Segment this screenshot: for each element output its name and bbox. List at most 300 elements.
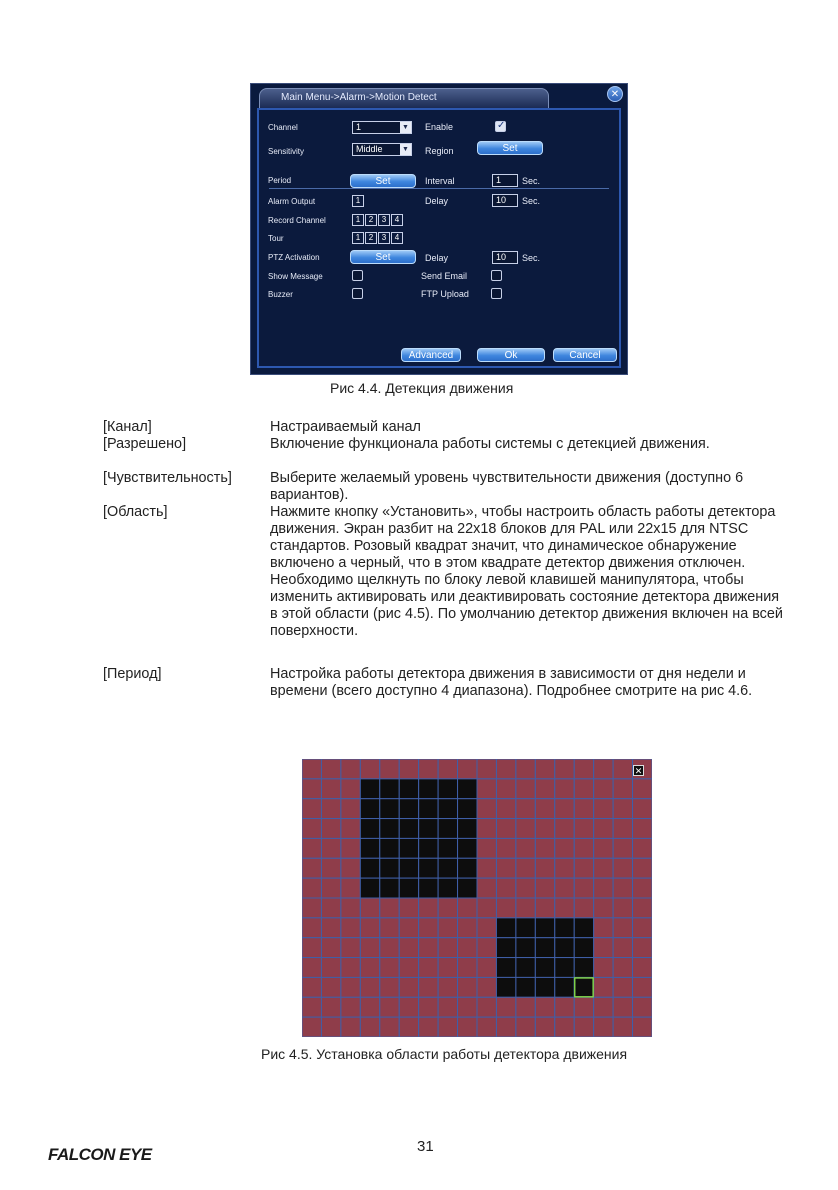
grid-cell-disabled[interactable] [574, 958, 593, 978]
grid-cell-enabled[interactable] [574, 878, 593, 898]
grid-cell-enabled[interactable] [496, 878, 515, 898]
grid-cell-enabled[interactable] [302, 799, 321, 819]
grid-cell-enabled[interactable] [438, 898, 457, 918]
grid-cell-disabled[interactable] [419, 799, 438, 819]
grid-cell-disabled[interactable] [399, 819, 418, 839]
grid-cell-enabled[interactable] [594, 958, 613, 978]
grid-cell-enabled[interactable] [341, 997, 360, 1017]
grid-cell-enabled[interactable] [302, 759, 321, 779]
grid-cell-enabled[interactable] [341, 838, 360, 858]
close-icon[interactable]: ✕ [607, 86, 623, 102]
grid-cell-enabled[interactable] [555, 759, 574, 779]
grid-cell-enabled[interactable] [594, 759, 613, 779]
grid-cell-disabled[interactable] [535, 977, 554, 997]
grid-cell-disabled[interactable] [419, 819, 438, 839]
grid-cell-enabled[interactable] [477, 799, 496, 819]
grid-cell-enabled[interactable] [496, 779, 515, 799]
grid-cell-enabled[interactable] [302, 958, 321, 978]
term-region: [Область] [103, 504, 168, 520]
alarm-output-box[interactable]: 1 [352, 195, 364, 207]
grid-cell-enabled[interactable] [555, 819, 574, 839]
grid-cell-disabled[interactable] [360, 819, 379, 839]
grid-cell-enabled[interactable] [633, 997, 652, 1017]
grid-cell-enabled[interactable] [633, 819, 652, 839]
grid-cell-enabled[interactable] [613, 958, 632, 978]
grid-cell-enabled[interactable] [574, 858, 593, 878]
grid-cell-enabled[interactable] [574, 997, 593, 1017]
channel-value: 1 [356, 122, 362, 132]
grid-cell-enabled[interactable] [516, 819, 535, 839]
grid-cell-enabled[interactable] [321, 938, 340, 958]
grid-cell-disabled[interactable] [399, 878, 418, 898]
grid-canvas[interactable] [302, 759, 652, 1037]
grid-cell-enabled[interactable] [438, 977, 457, 997]
grid-cell-enabled[interactable] [535, 1017, 554, 1037]
grid-cell-enabled[interactable] [321, 819, 340, 839]
grid-cell-enabled[interactable] [341, 779, 360, 799]
grid-cell-disabled[interactable] [380, 779, 399, 799]
grid-cell-enabled[interactable] [516, 1017, 535, 1037]
grid-cell-disabled[interactable] [438, 819, 457, 839]
grid-cell-enabled[interactable] [633, 858, 652, 878]
grid-cell-enabled[interactable] [360, 1017, 379, 1037]
grid-cell-disabled[interactable] [380, 819, 399, 839]
grid-cell-enabled[interactable] [574, 819, 593, 839]
grid-cell-disabled[interactable] [419, 858, 438, 878]
grid-cell-disabled[interactable] [399, 858, 418, 878]
send-email-checkbox[interactable] [491, 270, 502, 281]
buzzer-label: Buzzer [268, 290, 293, 299]
grid-cell-enabled[interactable] [380, 1017, 399, 1037]
grid-cell-enabled[interactable] [477, 819, 496, 839]
delay-input[interactable] [492, 194, 518, 207]
grid-cell-enabled[interactable] [399, 977, 418, 997]
grid-cell-enabled[interactable] [419, 759, 438, 779]
grid-cell-enabled[interactable] [321, 997, 340, 1017]
grid-cell-enabled[interactable] [516, 779, 535, 799]
channel-select[interactable] [352, 121, 412, 134]
grid-cell-enabled[interactable] [555, 779, 574, 799]
grid-cell-enabled[interactable] [594, 918, 613, 938]
grid-cell-enabled[interactable] [516, 838, 535, 858]
grid-cell-disabled[interactable] [458, 838, 477, 858]
grid-cell-enabled[interactable] [380, 918, 399, 938]
grid-cell-enabled[interactable] [516, 878, 535, 898]
ok-button[interactable]: Ok [477, 348, 545, 362]
record-channel-4[interactable]: 4 [391, 214, 403, 226]
grid-cell-enabled[interactable] [496, 819, 515, 839]
grid-cell-enabled[interactable] [360, 997, 379, 1017]
grid-cell-enabled[interactable] [477, 977, 496, 997]
grid-cell-enabled[interactable] [496, 898, 515, 918]
grid-cell-enabled[interactable] [633, 898, 652, 918]
grid-cell-enabled[interactable] [360, 759, 379, 779]
grid-cell-enabled[interactable] [633, 1017, 652, 1037]
dialog-body [257, 108, 621, 368]
show-message-checkbox[interactable] [352, 270, 363, 281]
grid-cell-enabled[interactable] [496, 858, 515, 878]
grid-cell-enabled[interactable] [555, 838, 574, 858]
grid-cell-enabled[interactable] [341, 918, 360, 938]
ftp-upload-checkbox[interactable] [491, 288, 502, 299]
grid-cell-disabled[interactable] [458, 799, 477, 819]
grid-cell-enabled[interactable] [496, 997, 515, 1017]
fig-4-5-caption: Рис 4.5. Установка области работы детектора движения [261, 1046, 628, 1062]
grid-cell-enabled[interactable] [360, 918, 379, 938]
grid-cell-enabled[interactable] [477, 997, 496, 1017]
grid-cell-enabled[interactable] [555, 799, 574, 819]
grid-cell-enabled[interactable] [302, 779, 321, 799]
cancel-button[interactable]: Cancel [553, 348, 617, 362]
grid-cell-enabled[interactable] [302, 997, 321, 1017]
grid-cell-disabled[interactable] [516, 918, 535, 938]
ftp-upload-label: FTP Upload [421, 289, 469, 299]
grid-cell-enabled[interactable] [380, 898, 399, 918]
grid-cell-enabled[interactable] [613, 977, 632, 997]
grid-cell-enabled[interactable] [458, 977, 477, 997]
grid-cell-enabled[interactable] [613, 759, 632, 779]
interval-label: Interval [425, 176, 455, 186]
grid-cell-disabled[interactable] [438, 838, 457, 858]
advanced-button[interactable]: Advanced [401, 348, 461, 362]
grid-cell-enabled[interactable] [516, 997, 535, 1017]
grid-cell-disabled[interactable] [380, 878, 399, 898]
grid-cell-disabled[interactable] [438, 858, 457, 878]
term-channel: [Канал] [103, 419, 152, 435]
grid-cell-enabled[interactable] [399, 918, 418, 938]
grid-cell-enabled[interactable] [321, 958, 340, 978]
grid-cell-disabled[interactable] [419, 838, 438, 858]
grid-cell-disabled[interactable] [516, 958, 535, 978]
grid-cell-enabled[interactable] [535, 779, 554, 799]
grid-cell-disabled[interactable] [360, 779, 379, 799]
grid-cell-enabled[interactable] [477, 898, 496, 918]
grid-cell-disabled[interactable] [555, 977, 574, 997]
grid-cell-enabled[interactable] [613, 898, 632, 918]
grid-cell-enabled[interactable] [535, 819, 554, 839]
interval-value: 1 [496, 175, 502, 185]
grid-cell-enabled[interactable] [535, 799, 554, 819]
grid-cell-enabled[interactable] [321, 838, 340, 858]
grid-cell-enabled[interactable] [341, 958, 360, 978]
tour-channel-3[interactable]: 3 [378, 232, 390, 244]
grid-cell-enabled[interactable] [633, 799, 652, 819]
grid-cell-enabled[interactable] [321, 799, 340, 819]
grid-cell-enabled[interactable] [302, 878, 321, 898]
grid-cell-enabled[interactable] [438, 938, 457, 958]
grid-cell-enabled[interactable] [341, 977, 360, 997]
grid-cell-enabled[interactable] [360, 977, 379, 997]
grid-cell-enabled[interactable] [419, 938, 438, 958]
grid-cell-enabled[interactable] [302, 858, 321, 878]
region-label: Region [425, 146, 454, 156]
grid-cell-enabled[interactable] [419, 997, 438, 1017]
grid-cell-enabled[interactable] [613, 838, 632, 858]
grid-cell-enabled[interactable] [399, 898, 418, 918]
grid-cell-enabled[interactable] [633, 938, 652, 958]
grid-cell-disabled[interactable] [438, 878, 457, 898]
grid-cell-enabled[interactable] [574, 799, 593, 819]
grid-cell-enabled[interactable] [594, 838, 613, 858]
grid-cell-enabled[interactable] [477, 918, 496, 938]
grid-cell-enabled[interactable] [594, 938, 613, 958]
grid-cell-enabled[interactable] [594, 898, 613, 918]
grid-cell-disabled[interactable] [574, 977, 593, 997]
grid-cell-enabled[interactable] [594, 878, 613, 898]
grid-cell-enabled[interactable] [438, 759, 457, 779]
region-set-button[interactable]: Set [477, 141, 543, 155]
grid-cell-enabled[interactable] [419, 1017, 438, 1037]
grid-cell-disabled[interactable] [399, 838, 418, 858]
grid-cell-enabled[interactable] [321, 759, 340, 779]
ptz-delay-input[interactable] [492, 251, 518, 264]
grid-cell-disabled[interactable] [496, 938, 515, 958]
grid-cell-enabled[interactable] [613, 878, 632, 898]
grid-cell-disabled[interactable] [555, 938, 574, 958]
grid-cell-enabled[interactable] [438, 997, 457, 1017]
grid-cell-enabled[interactable] [458, 1017, 477, 1037]
grid-cell-enabled[interactable] [458, 997, 477, 1017]
grid-cell-enabled[interactable] [380, 759, 399, 779]
grid-cell-disabled[interactable] [438, 799, 457, 819]
grid-cell-disabled[interactable] [360, 838, 379, 858]
grid-cell-enabled[interactable] [555, 898, 574, 918]
grid-cell-enabled[interactable] [594, 858, 613, 878]
def-period: Настройка работы детектора движения в зависимости от дня недели и времени (всего доступно 4 диапазона). Подробнее смотрите на рис 4.6. [270, 666, 753, 699]
grid-cell-enabled[interactable] [341, 819, 360, 839]
grid-cell-disabled[interactable] [458, 779, 477, 799]
def-sensitivity: Выберите желаемый уровень чувствительности движения (доступно 6 вариантов). [270, 470, 744, 503]
grid-cell-enabled[interactable] [380, 977, 399, 997]
grid-cell-enabled[interactable] [555, 1017, 574, 1037]
grid-cell-enabled[interactable] [574, 779, 593, 799]
grid-cell-enabled[interactable] [535, 838, 554, 858]
ptz-delay-value: 10 [496, 252, 507, 262]
grid-cell-enabled[interactable] [574, 898, 593, 918]
grid-cell-enabled[interactable] [496, 799, 515, 819]
grid-cell-enabled[interactable] [458, 759, 477, 779]
grid-cell-enabled[interactable] [458, 938, 477, 958]
grid-cell-disabled[interactable] [360, 858, 379, 878]
grid-cell-enabled[interactable] [321, 1017, 340, 1037]
grid-cell-enabled[interactable] [341, 759, 360, 779]
grid-cell-disabled[interactable] [458, 878, 477, 898]
grid-cell-enabled[interactable] [633, 958, 652, 978]
grid-cell-enabled[interactable] [555, 878, 574, 898]
grid-cell-enabled[interactable] [341, 799, 360, 819]
grid-cell-enabled[interactable] [613, 918, 632, 938]
grid-cell-enabled[interactable] [458, 898, 477, 918]
grid-cell-enabled[interactable] [477, 958, 496, 978]
record-channel-3[interactable]: 3 [378, 214, 390, 226]
grid-cell-disabled[interactable] [399, 779, 418, 799]
grid-cell-enabled[interactable] [594, 1017, 613, 1037]
enable-label: Enable [425, 122, 454, 132]
grid-cell-disabled[interactable] [380, 838, 399, 858]
grid-cell-disabled[interactable] [458, 819, 477, 839]
grid-cell-enabled[interactable] [574, 838, 593, 858]
grid-cell-disabled[interactable] [360, 878, 379, 898]
grid-cell-disabled[interactable] [380, 858, 399, 878]
grid-cell-disabled[interactable] [555, 918, 574, 938]
grid-cell-enabled[interactable] [341, 898, 360, 918]
grid-cell-enabled[interactable] [594, 779, 613, 799]
tour-channel-2[interactable]: 2 [365, 232, 377, 244]
grid-cell-enabled[interactable] [633, 838, 652, 858]
interval-input[interactable] [492, 174, 518, 187]
grid-cell-enabled[interactable] [399, 1017, 418, 1037]
grid-cell-enabled[interactable] [438, 1017, 457, 1037]
grid-cell-enabled[interactable] [360, 898, 379, 918]
grid-cell-enabled[interactable] [419, 898, 438, 918]
grid-cell-enabled[interactable] [399, 938, 418, 958]
record-channel-2[interactable]: 2 [365, 214, 377, 226]
grid-cell-enabled[interactable] [341, 938, 360, 958]
grid-cell-enabled[interactable] [477, 838, 496, 858]
grid-cell-enabled[interactable] [321, 878, 340, 898]
sensitivity-label: Sensitivity [268, 147, 305, 156]
grid-cell-enabled[interactable] [458, 918, 477, 938]
buzzer-checkbox[interactable] [352, 288, 363, 299]
ptz-set-button[interactable]: Set [350, 250, 416, 264]
grid-cell-enabled[interactable] [613, 779, 632, 799]
grid-cell-enabled[interactable] [438, 958, 457, 978]
sensitivity-select[interactable] [352, 143, 412, 156]
grid-cell-enabled[interactable] [419, 977, 438, 997]
grid-cell-enabled[interactable] [321, 779, 340, 799]
grid-cell-enabled[interactable] [477, 779, 496, 799]
grid-cell-enabled[interactable] [516, 759, 535, 779]
grid-cell-disabled[interactable] [535, 918, 554, 938]
grid-cell-enabled[interactable] [321, 918, 340, 938]
grid-cell-disabled[interactable] [458, 858, 477, 878]
grid-cell-disabled[interactable] [438, 779, 457, 799]
grid-cell-disabled[interactable] [496, 958, 515, 978]
grid-cell-enabled[interactable] [555, 997, 574, 1017]
grid-cell-disabled[interactable] [535, 938, 554, 958]
grid-cell-enabled[interactable] [399, 997, 418, 1017]
grid-cell-enabled[interactable] [380, 997, 399, 1017]
grid-cell-enabled[interactable] [302, 898, 321, 918]
grid-cell-enabled[interactable] [477, 858, 496, 878]
grid-cell-enabled[interactable] [380, 938, 399, 958]
grid-cell-enabled[interactable] [633, 918, 652, 938]
grid-cell-enabled[interactable] [613, 799, 632, 819]
grid-cell-disabled[interactable] [574, 918, 593, 938]
grid-cell-disabled[interactable] [419, 878, 438, 898]
grid-cell-disabled[interactable] [516, 938, 535, 958]
grid-cell-enabled[interactable] [477, 878, 496, 898]
dialog-breadcrumb: Main Menu->Alarm->Motion Detect [281, 92, 437, 103]
period-set-button[interactable]: Set [350, 174, 416, 188]
grid-cell-enabled[interactable] [613, 858, 632, 878]
grid-cell-enabled[interactable] [535, 997, 554, 1017]
grid-cell-enabled[interactable] [302, 1017, 321, 1037]
tour-channel-4[interactable]: 4 [391, 232, 403, 244]
grid-cell-enabled[interactable] [574, 1017, 593, 1037]
grid-cell-enabled[interactable] [633, 779, 652, 799]
grid-cell-enabled[interactable] [555, 858, 574, 878]
grid-cell-enabled[interactable] [302, 819, 321, 839]
grid-cell-enabled[interactable] [613, 997, 632, 1017]
grid-cell-enabled[interactable] [516, 858, 535, 878]
grid-cell-enabled[interactable] [360, 958, 379, 978]
grid-cell-enabled[interactable] [633, 977, 652, 997]
grid-cell-enabled[interactable] [302, 938, 321, 958]
grid-cell-enabled[interactable] [594, 819, 613, 839]
grid-cell-enabled[interactable] [302, 977, 321, 997]
grid-cell-enabled[interactable] [613, 1017, 632, 1037]
grid-cell-enabled[interactable] [321, 858, 340, 878]
grid-cell-enabled[interactable] [516, 898, 535, 918]
grid-cell-disabled[interactable] [496, 918, 515, 938]
grid-cell-enabled[interactable] [574, 759, 593, 779]
close-icon[interactable]: ✕ [634, 766, 643, 776]
grid-cell-enabled[interactable] [496, 838, 515, 858]
tour-channel-1[interactable]: 1 [352, 232, 364, 244]
grid-cell-enabled[interactable] [399, 958, 418, 978]
record-channel-1[interactable]: 1 [352, 214, 364, 226]
grid-cell-enabled[interactable] [341, 858, 360, 878]
fig-4-4-caption: Рис 4.4. Детекция движения [330, 380, 514, 396]
grid-cell-enabled[interactable] [419, 918, 438, 938]
grid-cell-enabled[interactable] [302, 918, 321, 938]
grid-cell-disabled[interactable] [419, 779, 438, 799]
grid-cell-enabled[interactable] [496, 1017, 515, 1037]
sensitivity-value: Middle [356, 144, 383, 154]
motion-region-grid[interactable] [302, 759, 652, 1037]
grid-cell-enabled[interactable] [633, 878, 652, 898]
grid-cell-disabled[interactable] [516, 977, 535, 997]
grid-cell-disabled[interactable] [496, 977, 515, 997]
grid-cell-enabled[interactable] [302, 838, 321, 858]
grid-cell-enabled[interactable] [496, 759, 515, 779]
grid-cell-disabled[interactable] [360, 799, 379, 819]
grid-cell-enabled[interactable] [477, 1017, 496, 1037]
chevron-down-icon: ▼ [400, 144, 411, 155]
grid-cell-enabled[interactable] [321, 898, 340, 918]
grid-cell-disabled[interactable] [380, 799, 399, 819]
grid-cell-enabled[interactable] [516, 799, 535, 819]
grid-cell-enabled[interactable] [341, 1017, 360, 1037]
grid-cell-enabled[interactable] [360, 938, 379, 958]
grid-cell-enabled[interactable] [458, 958, 477, 978]
grid-cell-enabled[interactable] [321, 977, 340, 997]
grid-cell-enabled[interactable] [477, 759, 496, 779]
grid-cell-enabled[interactable] [594, 997, 613, 1017]
grid-cell-enabled[interactable] [477, 938, 496, 958]
grid-cell-enabled[interactable] [535, 898, 554, 918]
grid-cell-disabled[interactable] [555, 958, 574, 978]
grid-cell-enabled[interactable] [535, 759, 554, 779]
grid-cell-disabled[interactable] [574, 938, 593, 958]
grid-cell-enabled[interactable] [438, 918, 457, 938]
grid-cell-enabled[interactable] [535, 858, 554, 878]
grid-cell-enabled[interactable] [594, 799, 613, 819]
grid-cell-enabled[interactable] [380, 958, 399, 978]
grid-cell-enabled[interactable] [399, 759, 418, 779]
grid-cell-enabled[interactable] [419, 958, 438, 978]
grid-cell-enabled[interactable] [535, 878, 554, 898]
grid-cell-enabled[interactable] [613, 819, 632, 839]
grid-cell-enabled[interactable] [613, 938, 632, 958]
grid-cell-enabled[interactable] [341, 878, 360, 898]
motion-detect-dialog [250, 83, 628, 375]
grid-cell-disabled[interactable] [399, 799, 418, 819]
grid-cell-disabled[interactable] [535, 958, 554, 978]
enable-checkbox[interactable] [495, 121, 506, 132]
grid-cell-enabled[interactable] [594, 977, 613, 997]
